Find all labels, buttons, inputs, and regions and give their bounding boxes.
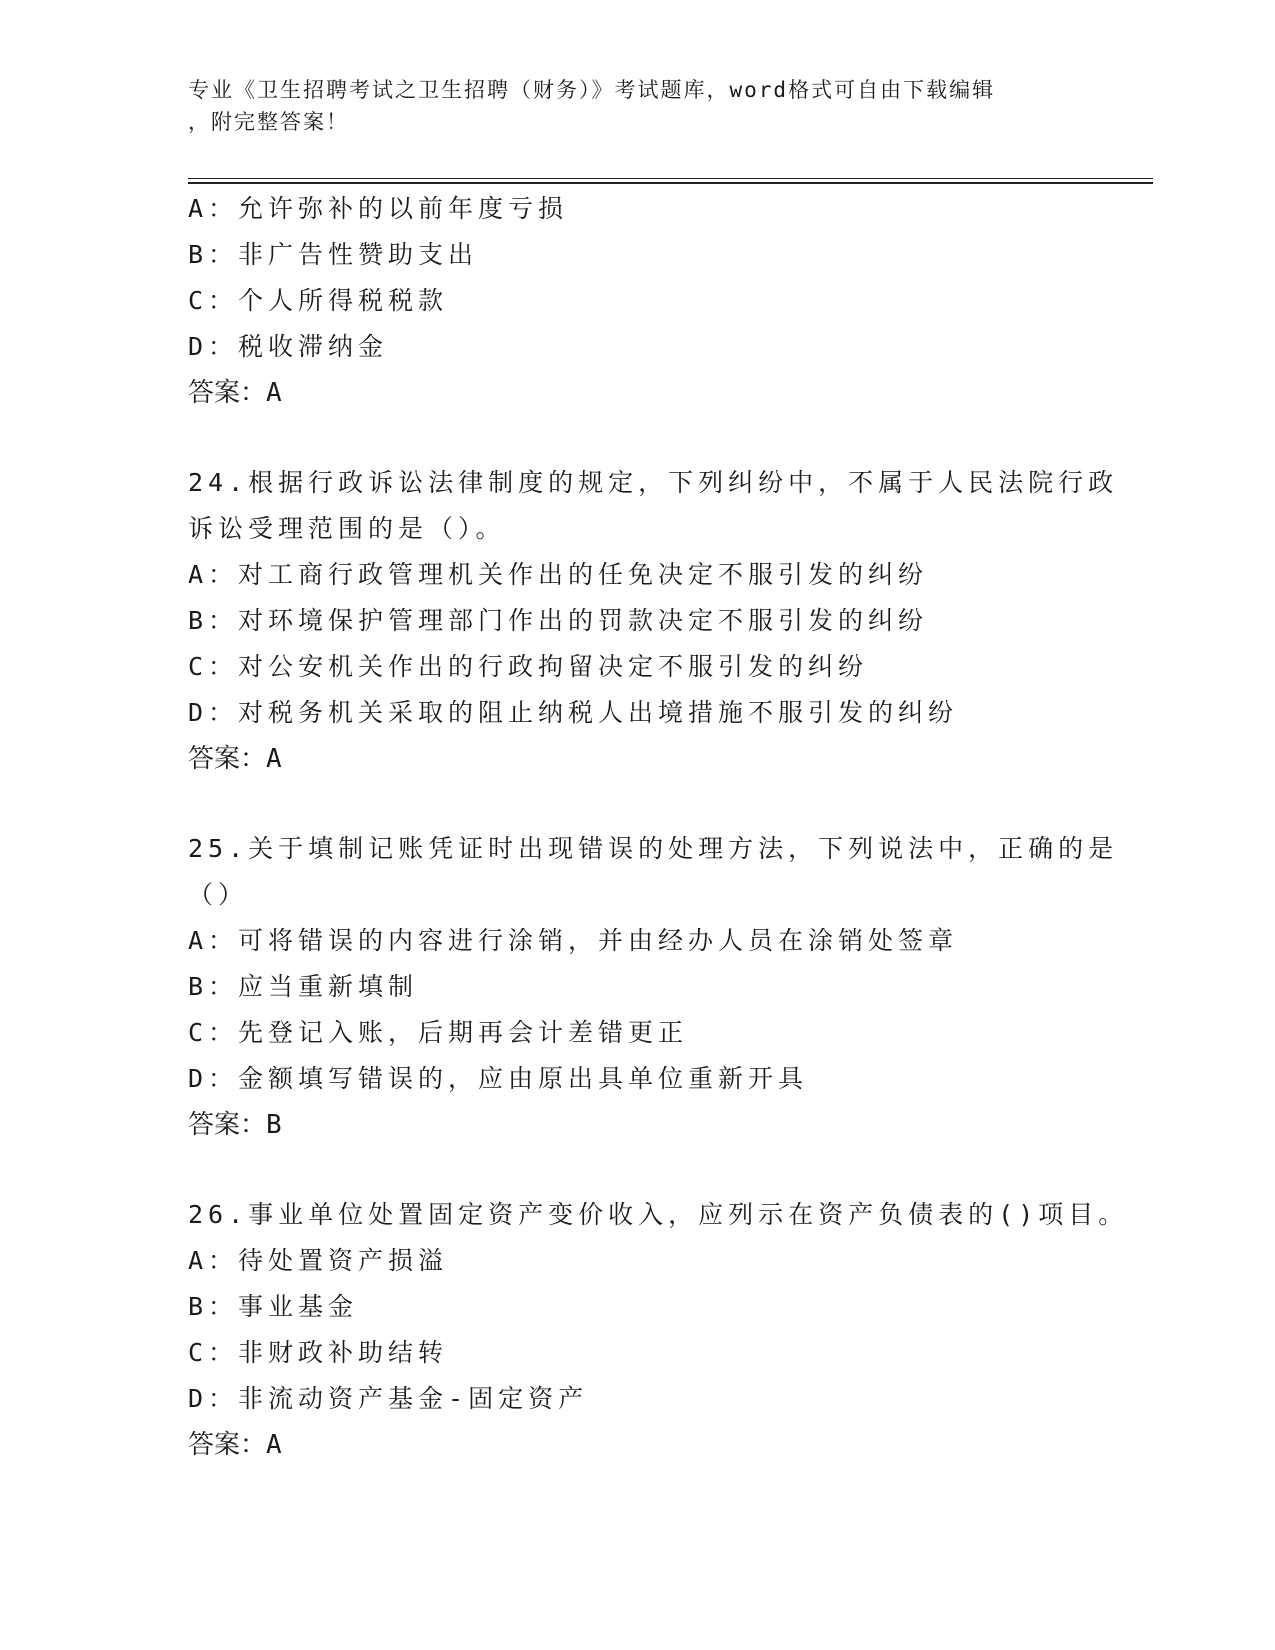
answer-label: 答案： xyxy=(188,378,267,408)
question-stem-line-2: （） xyxy=(188,880,249,909)
answer-label: 答案： xyxy=(188,1430,267,1460)
question-list xyxy=(188,186,1129,1468)
answer-value: A xyxy=(266,1430,282,1460)
answer-line xyxy=(188,736,1088,782)
option-c: C：先登记入账，后期再会计差错更正 xyxy=(188,1018,689,1047)
answer-label: 答案： xyxy=(188,1110,267,1140)
question-stem-line-1: 26.事业单位处置固定资产变价收入，应列示在资产负债表的()项目。 xyxy=(188,1200,1129,1229)
answer-label: 答案： xyxy=(188,744,267,774)
option-d: D：对税务机关采取的阻止纳税人出境措施不服引发的纠纷 xyxy=(188,698,959,727)
option-c: C：非财政补助结转 xyxy=(188,1338,449,1367)
answer-value: B xyxy=(266,1110,282,1140)
option-a: A：待处置资产损溢 xyxy=(188,1246,449,1275)
question-stem-line-1: 24.根据行政诉讼法律制度的规定，下列纠纷中，不属于人民法院行政 xyxy=(188,468,1119,497)
answer-line xyxy=(188,1102,1088,1148)
option-b: B：对环境保护管理部门作出的罚款决定不服引发的纠纷 xyxy=(188,606,929,635)
header-divider-thick xyxy=(188,182,1153,184)
option-a: A：允许弥补的以前年度亏损 xyxy=(188,194,569,223)
question-block-24 xyxy=(188,460,1119,782)
question-block-partial xyxy=(188,186,1088,416)
question-stem-line-2: 诉讼受理范围的是（）。 xyxy=(188,514,506,543)
question-block-25 xyxy=(188,826,1119,1148)
answer-line xyxy=(188,1422,1088,1468)
header-line-2: ，附完整答案！ xyxy=(188,110,349,134)
option-b: B：非广告性赞助支出 xyxy=(188,240,479,269)
option-c: C：对公安机关作出的行政拘留决定不服引发的纠纷 xyxy=(188,652,869,681)
header-divider-thin xyxy=(188,178,1153,179)
document-header xyxy=(188,74,1088,138)
option-a: A：对工商行政管理机关作出的任免决定不服引发的纠纷 xyxy=(188,560,929,589)
answer-line xyxy=(188,370,1088,416)
header-line-1: 专业《卫生招聘考试之卫生招聘（财务）》考试题库，word格式可自由下载编辑 xyxy=(188,78,996,102)
option-d: D：金额填写错误的，应由原出具单位重新开具 xyxy=(188,1064,809,1093)
option-b: B：应当重新填制 xyxy=(188,972,419,1001)
answer-value: A xyxy=(266,378,282,408)
question-block-26 xyxy=(188,1192,1129,1468)
answer-value: A xyxy=(266,744,282,774)
option-a: A：可将错误的内容进行涂销，并由经办人员在涂销处签章 xyxy=(188,926,959,955)
question-stem-line-1: 25.关于填制记账凭证时出现错误的处理方法，下列说法中，正确的是 xyxy=(188,834,1119,863)
option-d: D：非流动资产基金-固定资产 xyxy=(188,1384,589,1413)
option-b: B：事业基金 xyxy=(188,1292,359,1321)
option-c: C：个人所得税税款 xyxy=(188,286,449,315)
option-d: D：税收滞纳金 xyxy=(188,332,389,361)
